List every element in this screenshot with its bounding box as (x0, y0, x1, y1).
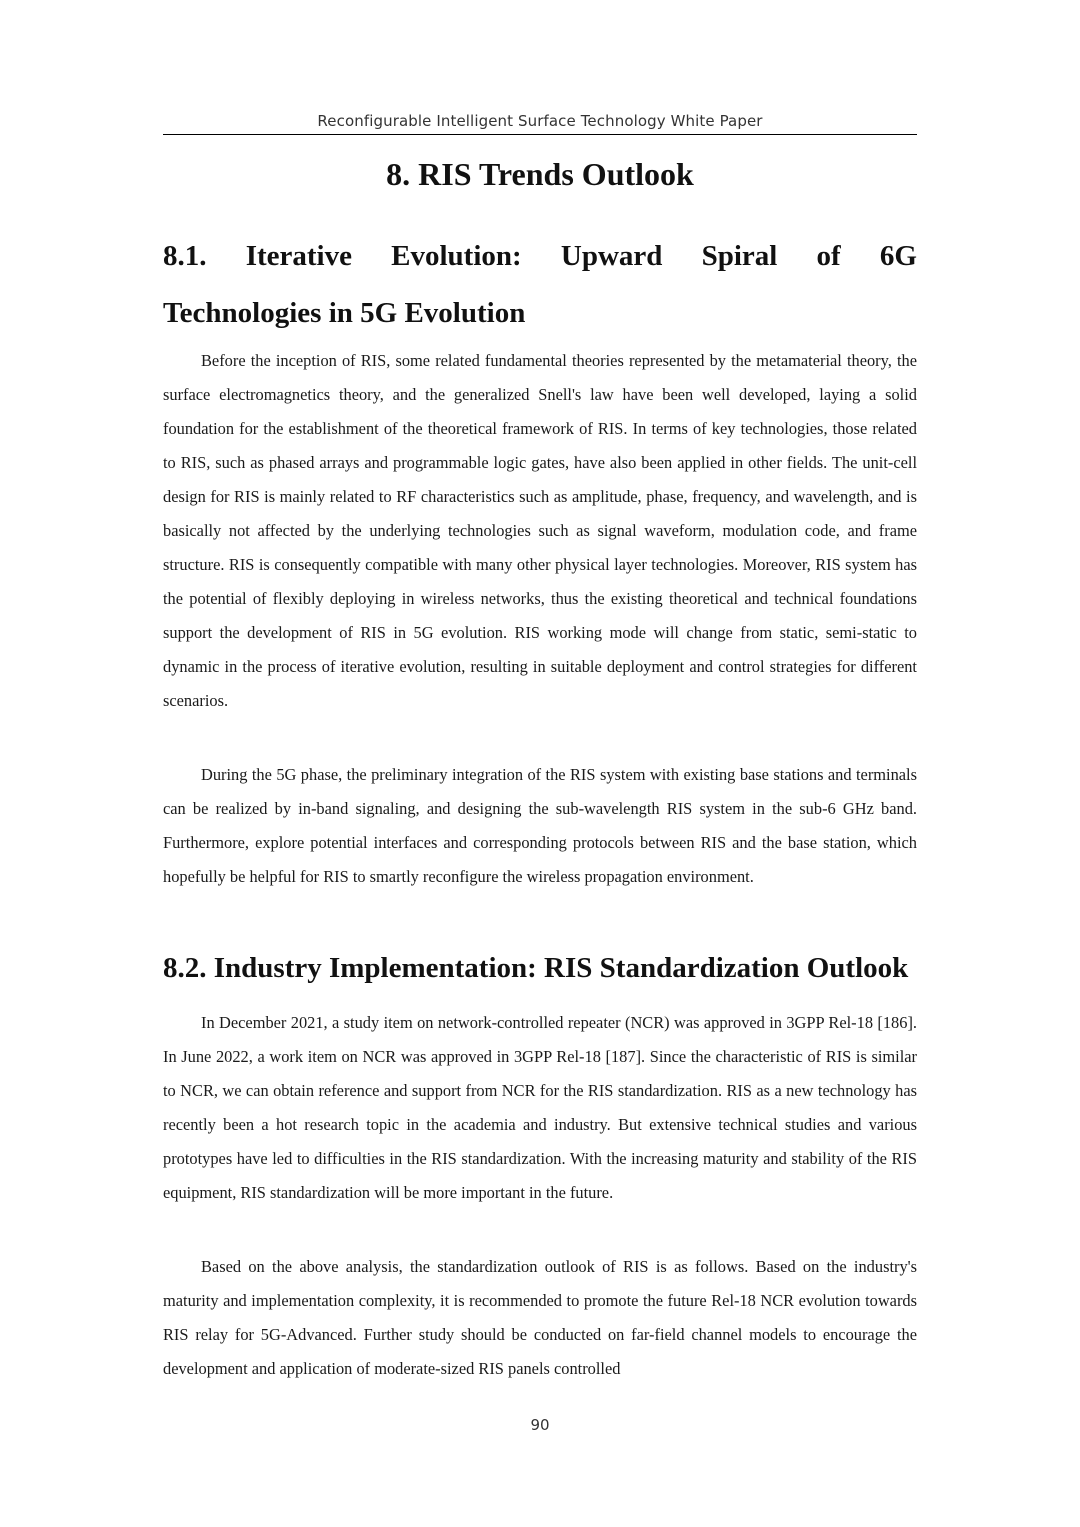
section-heading-8-2: 8.2. Industry Implementation: RIS Standardization Outlook (163, 952, 909, 984)
heading-word: Iterative (245, 240, 352, 272)
section-heading-8-1-line1 (163, 228, 917, 285)
paragraph: Based on the above analysis, the standardization outlook of RIS is as follows. Based on the industry's maturity and implementation complexity, it is recommended to promote the future Rel-18 NCR evolution towards RIS relay for 5G-Advanced. Further study should be conducted on far-field channel models to encourage the development and application of moderate-sized RIS panels controlled (163, 1257, 917, 1378)
paragraph: During the 5G phase, the preliminary integration of the RIS system with existing base stations and terminals can be realized by in-band signaling, and designing the sub-wavelength RIS system in the sub-6 GHz band. Furthermore, explore potential interfaces and corresponding protocols between RIS and the base station, which hopefully be helpful for RIS to smartly reconfigure the wireless propagation environment. (163, 765, 917, 886)
page-number: 90 (530, 1416, 550, 1434)
header-divider (163, 134, 917, 135)
section-heading-8-1 (163, 228, 917, 342)
heading-word: 8.1. (163, 240, 207, 272)
paragraph: In December 2021, a study item on network-controlled repeater (NCR) was approved in 3GPP Rel-18 [186]. In June 2022, a work item on NCR was approved in 3GPP Rel-18 [187]. Since the characteristic of RIS is similar to NCR, we can obtain reference and support from NCR for the RIS standardization. RIS as a new technology has recently been a hot research topic in the academia and industry. But extensive technical studies and various prototypes have led to difficulties in the RIS standardization. With the increasing maturity and stability of the RIS equipment, RIS standardization will be more important in the future. (163, 1013, 917, 1202)
heading-word: Evolution: (391, 240, 522, 272)
chapter-title: 8. RIS Trends Outlook (386, 156, 694, 192)
heading-word: of (816, 240, 841, 272)
paragraph: Before the inception of RIS, some related fundamental theories represented by the metamaterial theory, the surface electromagnetics theory, and the generalized Snell's law have been well developed, laying a solid foundation for the establishment of the theoretical framework of RIS. In terms of key technologies, those related to RIS, such as phased arrays and programmable logic gates, have also been applied in other fields. The unit-cell design for RIS is mainly related to RF characteristics such as amplitude, phase, frequency, and wavelength, and is basically not affected by the underlying technologies such as signal waveform, modulation code, and frame structure. RIS is consequently compatible with many other physical layer technologies. Moreover, RIS system has the potential of flexibly deploying in wireless networks, thus the existing theoretical and technical foundations support the development of RIS in 5G evolution. RIS working mode will change from static, semi-static to dynamic in the process of iterative evolution, resulting in suitable deployment and control strategies for different scenarios. (163, 351, 917, 710)
running-header: Reconfigurable Intelligent Surface Technology White Paper (317, 112, 763, 130)
heading-word: Upward (560, 240, 663, 272)
heading-word: 6G (879, 240, 917, 272)
section-heading-8-1-line2: Technologies in 5G Evolution (163, 297, 526, 329)
heading-word: Spiral (701, 240, 778, 272)
